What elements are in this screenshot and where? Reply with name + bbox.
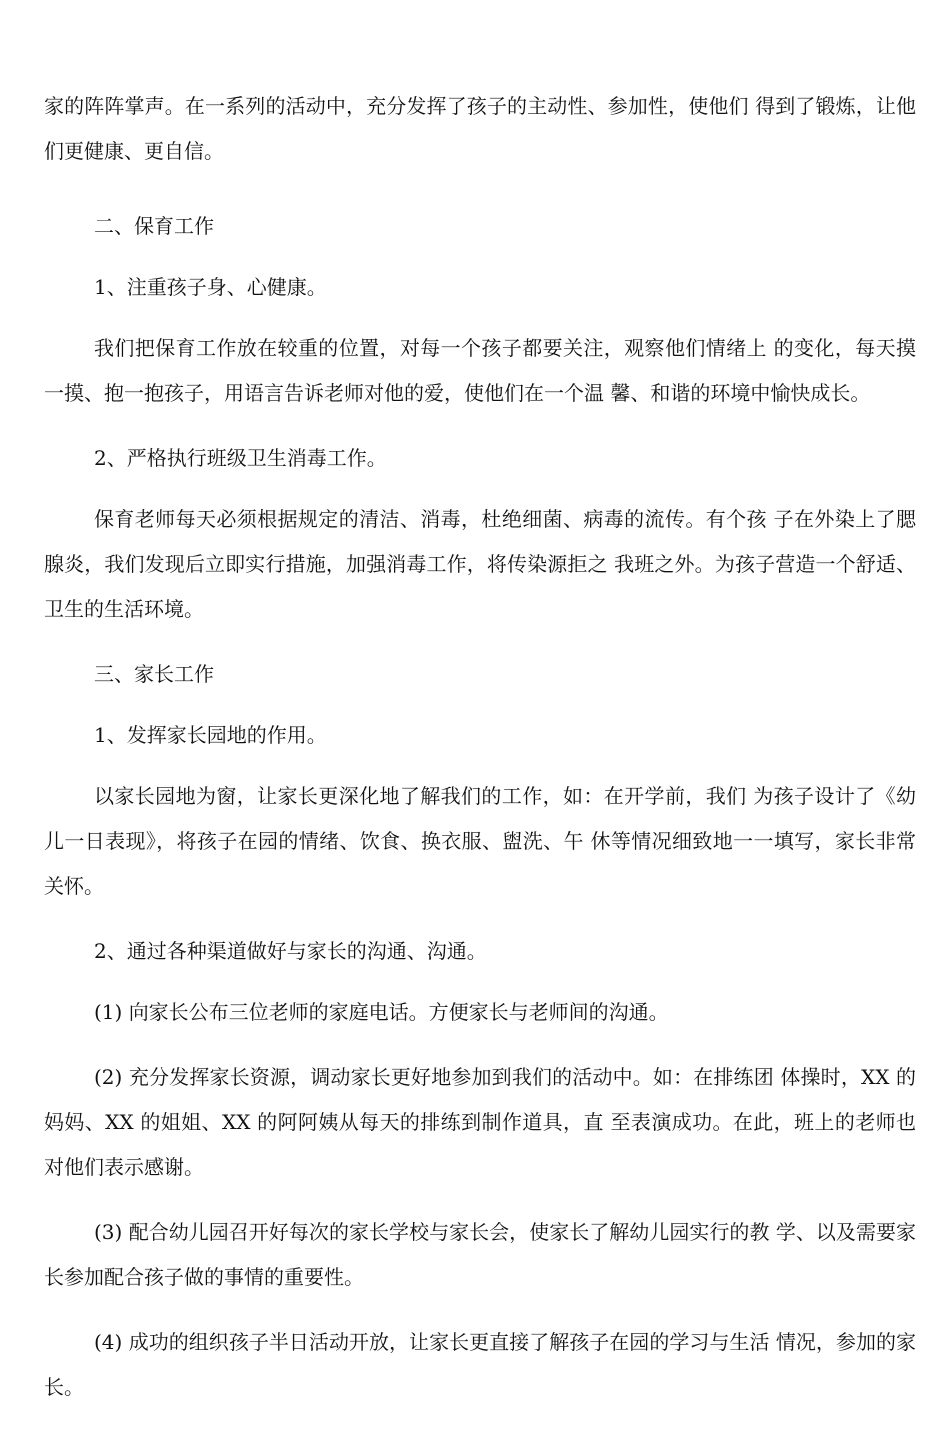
subheading-hygiene: 2、严格执行班级卫生消毒工作。 <box>94 446 387 470</box>
section-heading-childcare: 二、保育工作 <box>94 214 214 238</box>
document-page <box>44 84 916 1430</box>
list-item-2: (2) 充分发挥家长资源，调动家长更好地参加到我们的活动中。如：在排练团 体操时，XX 的妈妈、XX 的姐姐、XX 的阿阿姨从每天的排练到制作道具，直 至表演成功。在此，班上的老师也对他们表示感谢。 <box>44 1065 916 1179</box>
subheading-communication: 2、通过各种渠道做好与家长的沟通、沟通。 <box>94 939 487 963</box>
paragraph-health: 我们把保育工作放在较重的位置，对每一个孩子都要关注，观察他们情绪上 的变化，每天摸一摸、抱一抱孩子，用语言告诉老师对他的爱，使他们在一个温 馨、和谐的环境中愉快成长。 <box>44 336 916 405</box>
paragraph-hygiene: 保育老师每天必须根据规定的清洁、消毒，杜绝细菌、病毒的流传。有个孩 子在外染上了腮腺炎，我们发现后立即实行措施，加强消毒工作，将传染源拒之 我班之外。为孩子营造一个舒适、卫生的生活环境。 <box>44 507 916 621</box>
subheading-health: 1、注重孩子身、心健康。 <box>94 275 327 299</box>
list-item-1: (1) 向家长公布三位老师的家庭电话。方便家长与老师间的沟通。 <box>94 1000 669 1024</box>
paragraph-parent-board: 以家长园地为窗，让家长更深化地了解我们的工作，如：在开学前，我们 为孩子设计了《幼儿一日表现》，将孩子在园的情绪、饮食、换衣服、盥洗、午 休等情况细致地一一填写，家长非常关怀。 <box>44 784 916 898</box>
list-item-3: (3) 配合幼儿园召开好每次的家长学校与家长会，使家长了解幼儿园实行的教 学、以及需要家长参加配合孩子做的事情的重要性。 <box>44 1220 916 1289</box>
list-item-4: (4) 成功的组织孩子半日活动开放，让家长更直接了解孩子在园的学习与生活 情况，参加的家长。 <box>44 1330 916 1399</box>
subheading-parent-board: 1、发挥家长园地的作用。 <box>94 723 327 747</box>
section-heading-parents: 三、家长工作 <box>94 662 214 686</box>
paragraph-continuation: 家的阵阵掌声。在一系列的活动中，充分发挥了孩子的主动性、参加性，使他们 得到了锻炼，让他们更健康、更自信。 <box>44 94 916 163</box>
